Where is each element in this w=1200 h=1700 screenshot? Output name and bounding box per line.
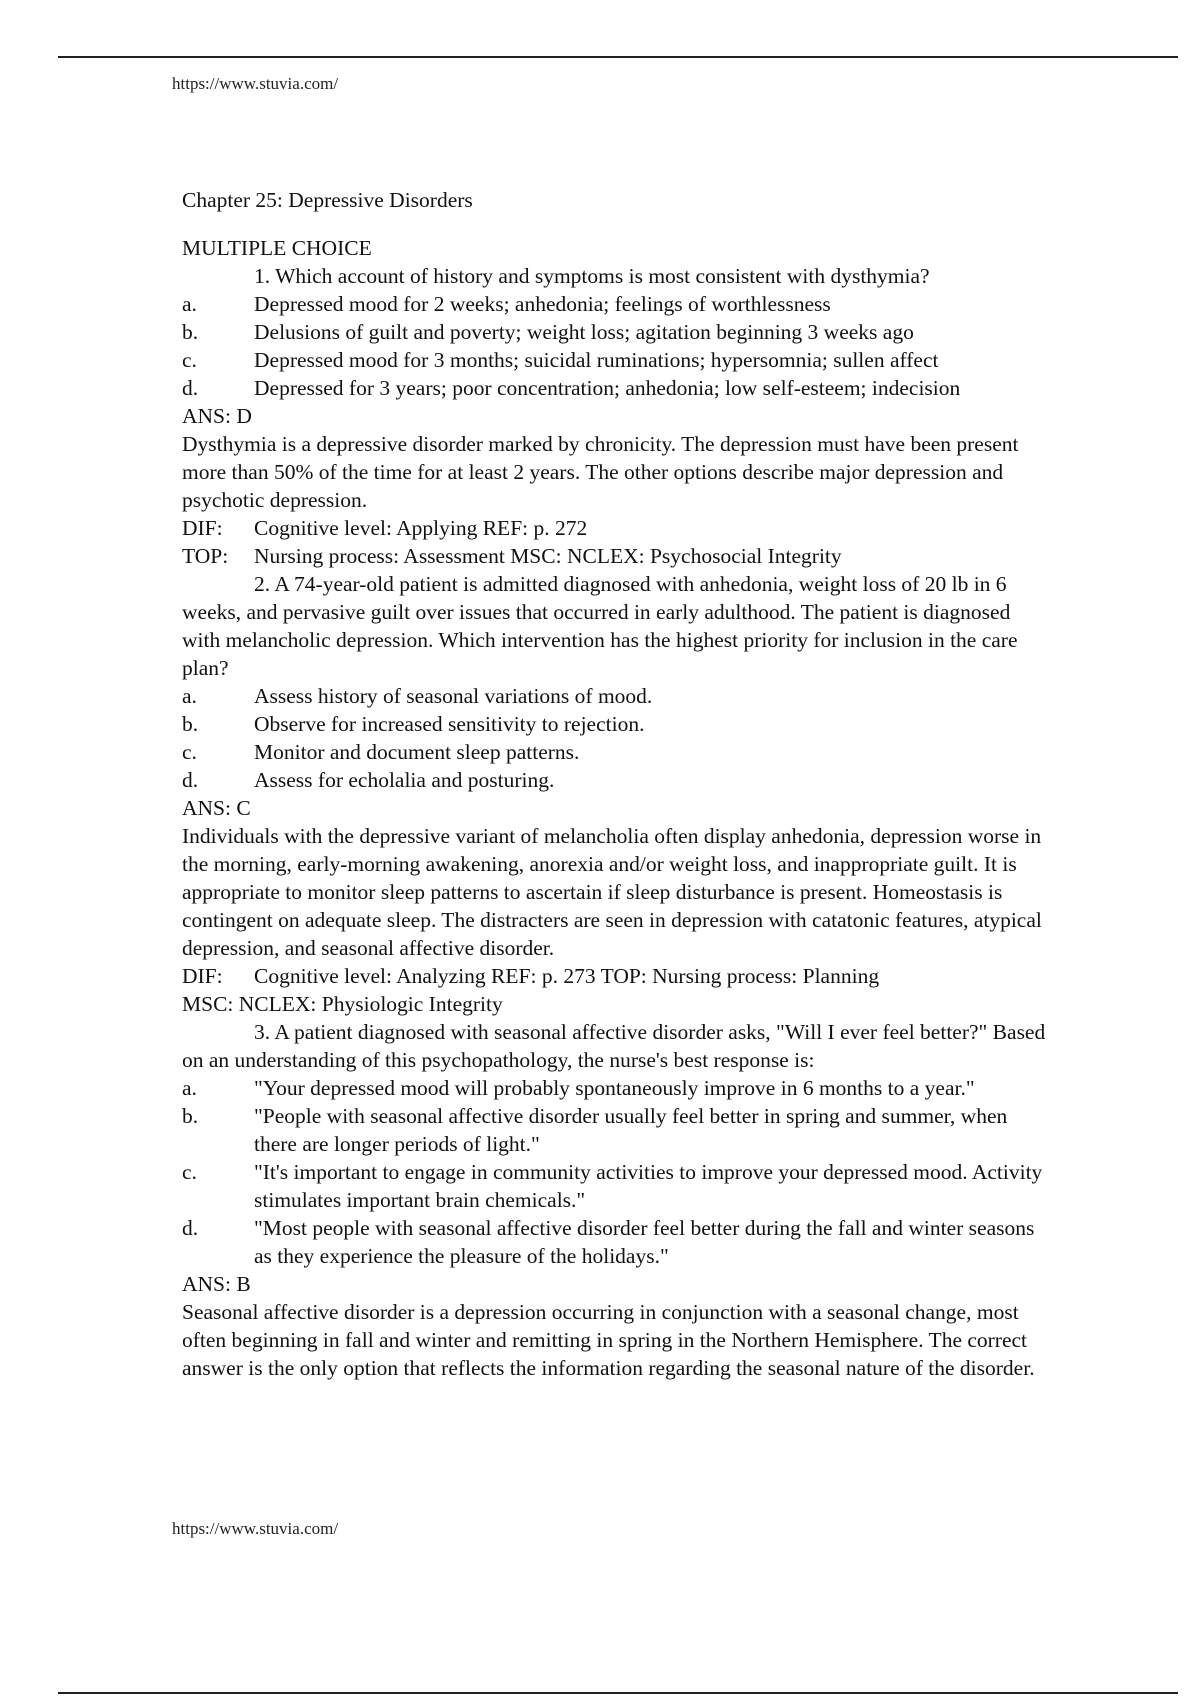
meta-text: Cognitive level: Analyzing REF: p. 273 TOP: Nursing process: Planning [254,964,880,988]
chapter-title: Chapter 25: Depressive Disorders [182,188,473,212]
question-stem: 1. Which account of history and symptoms is most consistent with dysthymia? [254,264,930,288]
option-letter: b. [182,1104,199,1128]
meta-text: Cognitive level: Applying REF: p. 272 [254,516,588,540]
option-text: "Your depressed mood will probably spontaneously improve in 6 months to a year." [254,1076,975,1100]
option-letter: d. [182,1216,199,1240]
option-d [182,1214,1052,1270]
option-d [182,766,1052,794]
option-a [182,682,1052,710]
meta-dif [182,514,1052,542]
option-text: Depressed mood for 3 months; suicidal ruminations; hypersomnia; sullen affect [254,348,939,372]
question-1 [182,262,1052,570]
bottom-rule [58,1692,1178,1694]
option-letter: c. [182,1160,197,1184]
answer: ANS: B [182,1272,251,1296]
meta-msc: MSC: NCLEX: Physiologic Integrity [182,992,503,1016]
section-title: MULTIPLE CHOICE [182,236,372,260]
option-b [182,318,1052,346]
option-text: Delusions of guilt and poverty; weight loss; agitation beginning 3 weeks ago [254,320,914,344]
option-letter: c. [182,348,197,372]
option-c [182,738,1052,766]
option-letter: a. [182,1076,197,1100]
option-letter: a. [182,292,197,316]
option-text: Monitor and document sleep patterns. [254,740,580,764]
option-text: Observe for increased sensitivity to rejection. [254,712,645,736]
option-text: Depressed mood for 2 weeks; anhedonia; feelings of worthlessness [254,292,831,316]
document-body [182,186,1052,1382]
meta-top [182,542,1052,570]
option-text: "It's important to engage in community activities to improve your depressed mood. Activity stimulates important brain chemicals." [254,1160,1043,1212]
option-letter: d. [182,376,199,400]
option-text: Assess history of seasonal variations of mood. [254,684,653,708]
option-d [182,374,1052,402]
option-text: "Most people with seasonal affective disorder feel better during the fall and winter seasons as they experience the pleasure of the holidays." [254,1216,1035,1268]
rationale: Individuals with the depressive variant of melancholia often display anhedonia, depression worse in the morning, early-morning awakening, anorexia and/or weight loss, and inappropriate guilt. It is appropriate to monitor sleep patterns to ascertain if sleep disturbance is present. Homeostasis is contingent on adequate sleep. The distracters are seen in depression with catatonic features, atypical depression, and seasonal affective disorder. [182,824,1042,960]
option-letter: a. [182,684,197,708]
meta-label: DIF: [182,516,223,540]
footer-url: https://www.stuvia.com/ [172,1519,339,1538]
option-letter: c. [182,740,197,764]
top-rule [58,56,1178,58]
meta-text: Nursing process: Assessment MSC: NCLEX: Psychosocial Integrity [254,544,842,568]
meta-dif [182,962,1052,990]
answer: ANS: C [182,796,251,820]
rationale: Dysthymia is a depressive disorder marked by chronicity. The depression must have been present more than 50% of the time for at least 2 years. The other options describe major depression and psychotic depression. [182,432,1019,512]
question-3 [182,1018,1052,1382]
option-b [182,710,1052,738]
option-b [182,1102,1052,1158]
option-c [182,346,1052,374]
question-stem: 3. A patient diagnosed with seasonal affective disorder asks, "Will I ever feel better?" Based on an understanding of this psychopathology, the nurse's best response is: [182,1020,1046,1072]
option-letter: b. [182,712,199,736]
option-text: Depressed for 3 years; poor concentration; anhedonia; low self-esteem; indecision [254,376,961,400]
meta-label: DIF: [182,964,223,988]
option-a [182,290,1052,318]
option-letter: d. [182,768,199,792]
rationale: Seasonal affective disorder is a depression occurring in conjunction with a seasonal change, most often beginning in fall and winter and remitting in spring in the Northern Hemisphere. The correct answer is the only option that reflects the information regarding the seasonal nature of the disorder. [182,1300,1035,1380]
question-2 [182,570,1052,1018]
question-stem: 2. A 74-year-old patient is admitted diagnosed with anhedonia, weight loss of 20 lb in 6 weeks, and pervasive guilt over issues that occurred in early adulthood. The patient is diagnosed with melancholic depression. Which intervention has the highest priority for inclusion in the care plan? [182,572,1018,680]
answer: ANS: D [182,404,252,428]
meta-label: TOP: [182,544,229,568]
header-url: https://www.stuvia.com/ [172,74,339,93]
option-c [182,1158,1052,1214]
option-a [182,1074,1052,1102]
option-text: Assess for echolalia and posturing. [254,768,555,792]
option-letter: b. [182,320,199,344]
option-text: "People with seasonal affective disorder usually feel better in spring and summer, when there are longer periods of light." [254,1104,1008,1156]
